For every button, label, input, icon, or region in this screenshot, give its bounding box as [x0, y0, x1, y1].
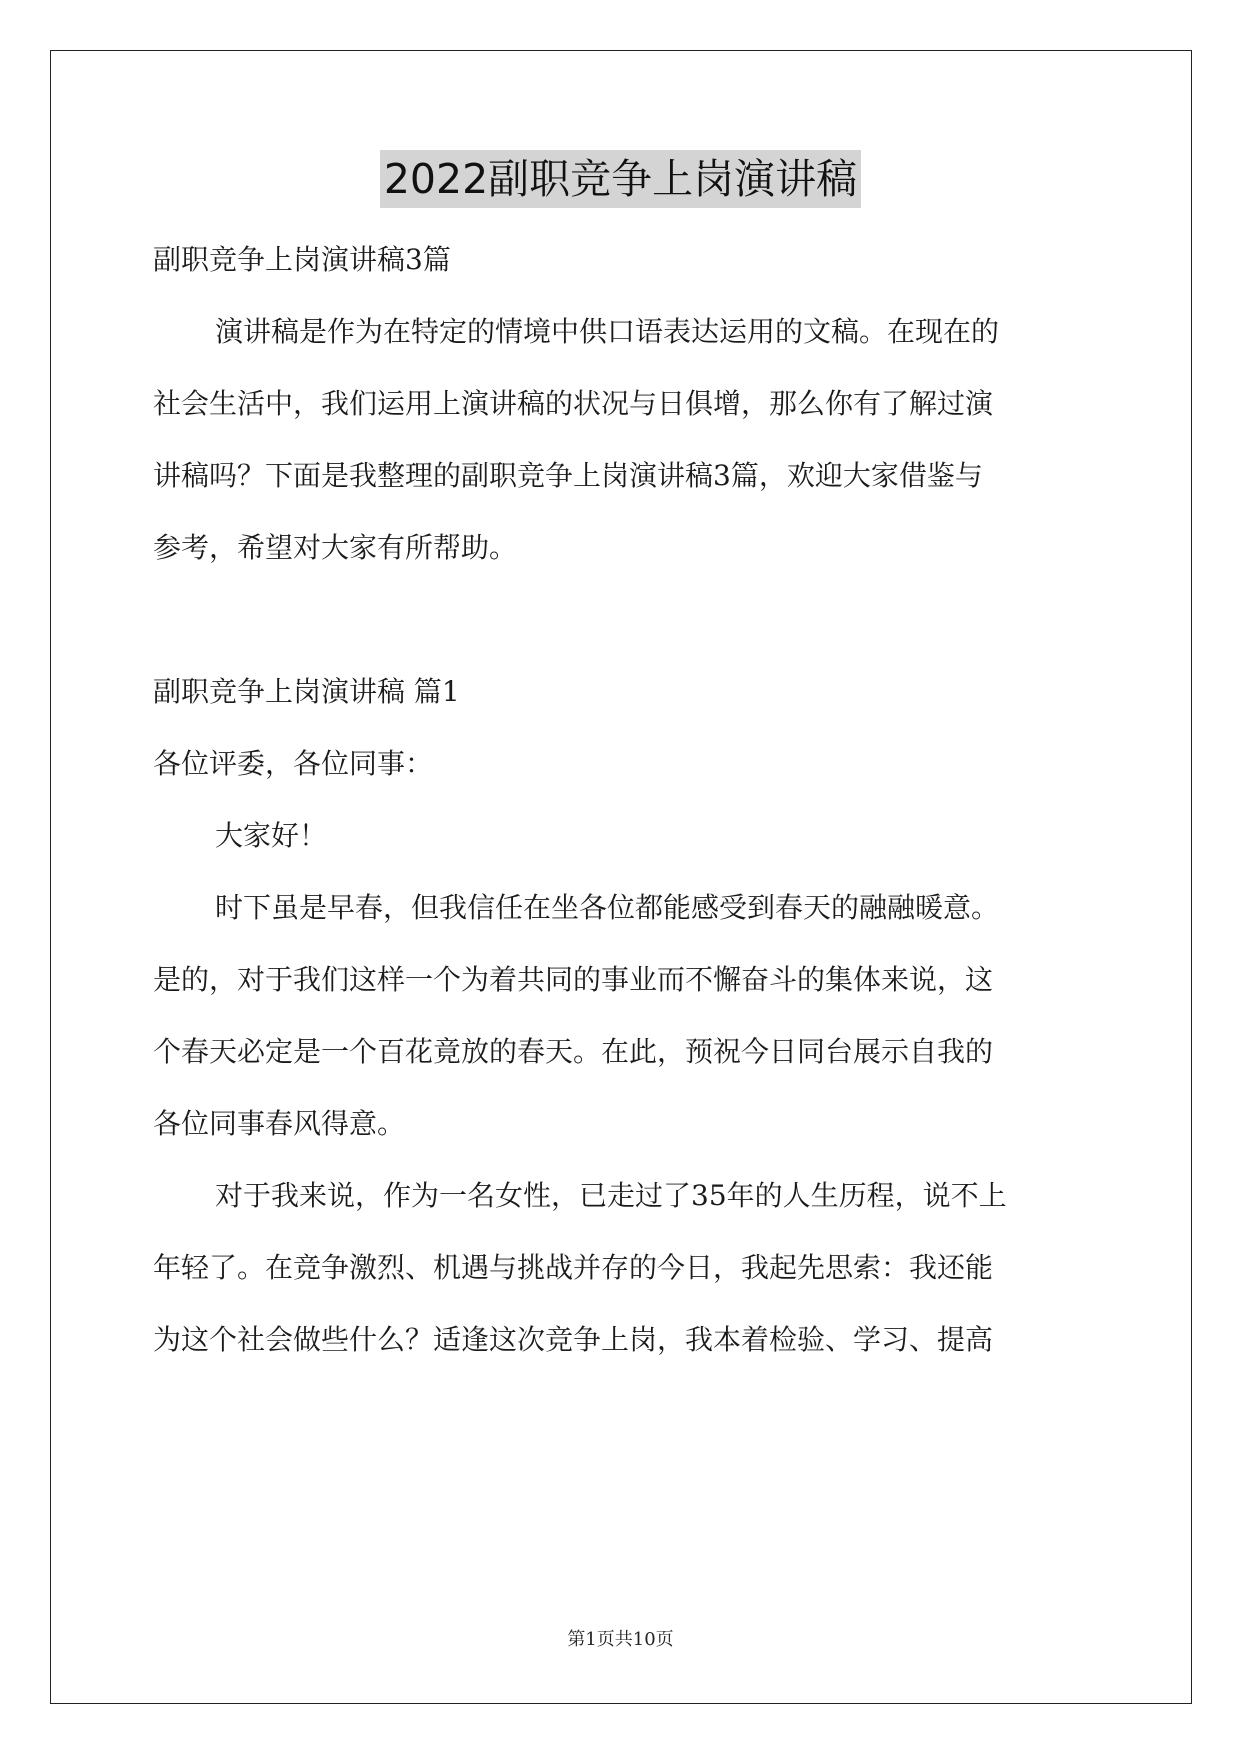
paragraph-line: 是的，对于我们这样一个为着共同的事业而不懈奋斗的集体来说，这 [153, 963, 994, 996]
paragraph-line: 各位同事春风得意。 [153, 1107, 406, 1140]
document-title: 2022副职竞争上岗演讲稿 [380, 150, 861, 208]
paragraph-line: 对于我来说，作为一名女性，已走过了35年的人生历程，说不上 [215, 1179, 1007, 1212]
page-footer [0, 1627, 1241, 1653]
section-heading: 副职竞争上岗演讲稿 篇1 [153, 675, 460, 708]
paragraph-line: 社会生活中，我们运用上演讲稿的状况与日俱增，那么你有了解过演 [153, 387, 994, 420]
page-border [50, 50, 1192, 1704]
paragraph-line: 讲稿吗？下面是我整理的副职竞争上岗演讲稿3篇，欢迎大家借鉴与 [153, 459, 983, 492]
subtitle-line: 副职竞争上岗演讲稿3篇 [153, 243, 451, 276]
paragraph-line: 参考，希望对大家有所帮助。 [153, 531, 518, 564]
paragraph-line: 演讲稿是作为在特定的情境中供口语表达运用的文稿。在现在的 [215, 315, 1000, 348]
paragraph-line: 个春天必定是一个百花竟放的春天。在此，预祝今日同台展示自我的 [153, 1035, 994, 1068]
greeting-line: 大家好！ [215, 819, 328, 852]
page-number: 第1页 [567, 1629, 615, 1650]
page-total: 共10页 [614, 1629, 674, 1650]
paragraph-line: 年轻了。在竞争激烈、机遇与挑战并存的今日，我起先思索：我还能 [153, 1251, 994, 1284]
title-container [0, 150, 1241, 208]
salutation-line: 各位评委，各位同事： [153, 747, 434, 780]
paragraph-line: 时下虽是早春，但我信任在坐各位都能感受到春天的融融暖意。 [215, 891, 1000, 924]
paragraph-line: 为这个社会做些什么？适逢这次竞争上岗，我本着检验、学习、提高 [153, 1323, 994, 1356]
